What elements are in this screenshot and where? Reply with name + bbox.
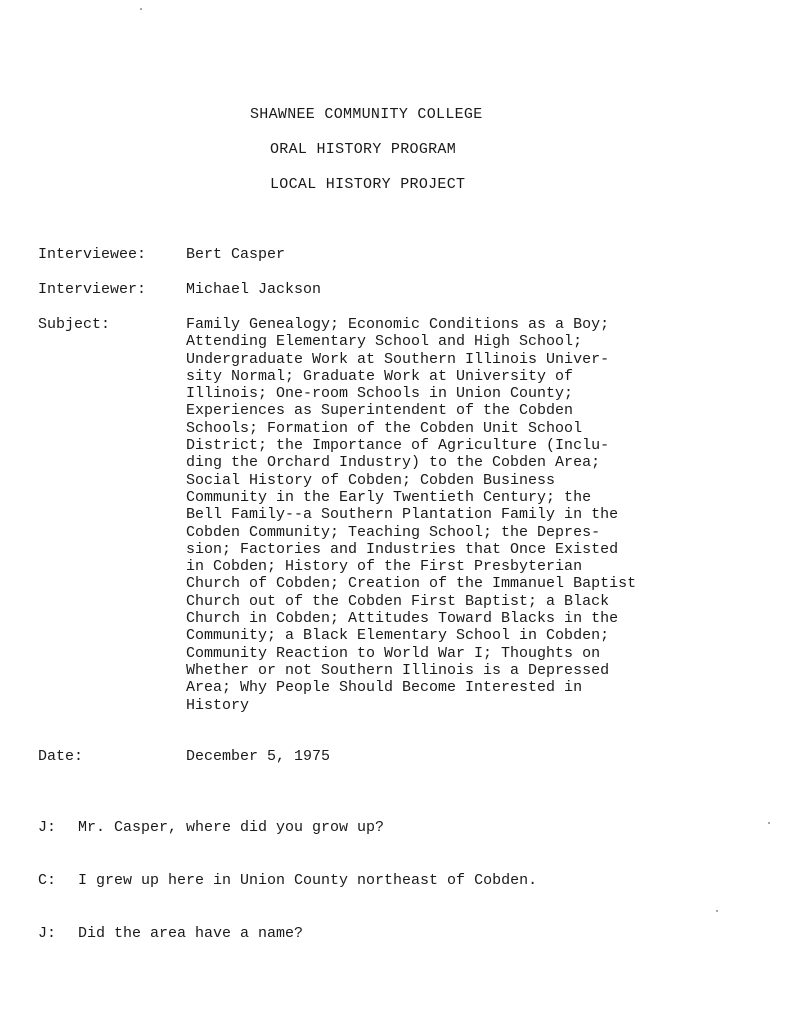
subject-line: sity Normal; Graduate Work at University of [186,367,574,385]
subject-line: Community Reaction to World War I; Thoughts on [186,644,601,662]
interviewee-label: Interviewee: [38,246,147,263]
interviewer-label: Interviewer: [38,281,147,298]
subject-line: Community in the Early Twentieth Century; the [186,488,592,506]
transcript-line: Mr. Casper, where did you grow up? [78,819,385,836]
transcript-line: Did the area have a name? [78,925,304,942]
scan-speck [768,822,770,824]
subject-line: Schools; Formation of the Cobden Unit School [186,419,583,437]
subject-line: sion; Factories and Industries that Once Existed [186,540,619,558]
subject-line: Whether or not Southern Illinois is a Depressed [186,661,610,679]
subject-line: ding the Orchard Industry) to the Cobden Area; [186,454,601,472]
interviewee-name: Bert Casper [186,246,286,263]
subject-line: District; the Importance of Agriculture (Inclu- [186,437,610,455]
program-heading: ORAL HISTORY PROGRAM [270,141,457,158]
subject-line: Experiences as Superintendent of the Cobden [186,402,574,420]
subject-line: Church of Cobden; Creation of the Immanuel Baptist [186,575,637,593]
subject-line: Illinois; One-room Schools in Union County; [186,385,574,403]
interview-date: December 5, 1975 [186,748,331,765]
subject-line: Area; Why People Should Become Interested in [186,679,583,697]
transcript-speaker: C: [38,872,57,889]
subject-line: Social History of Cobden; Cobden Business [186,471,556,489]
subject-line: Cobden Community; Teaching School; the Depres- [186,523,601,541]
subject-line: Undergraduate Work at Southern Illinois Univer- [186,350,610,368]
subject-line: Church in Cobden; Attitudes Toward Blacks in the [186,610,619,628]
transcript-line: I grew up here in Union County northeast of Cobden. [78,872,538,889]
institution-heading: SHAWNEE COMMUNITY COLLEGE [250,106,483,123]
subject-line: Bell Family--a Southern Plantation Family in the [186,506,619,524]
subject-line: Family Genealogy; Economic Conditions as a Boy; [186,316,610,333]
date-label: Date: [38,748,84,765]
transcript-speaker: J: [38,925,57,942]
project-heading: LOCAL HISTORY PROJECT [270,176,466,193]
scan-speck [140,8,142,10]
subject-line: Attending Elementary School and High School; [186,333,583,351]
subject-line: Church out of the Cobden First Baptist; a Black [186,592,610,610]
scan-speck [716,910,718,912]
transcript-speaker: J: [38,819,57,836]
subject-line: in Cobden; History of the First Presbyterian [186,558,583,576]
interviewer-name: Michael Jackson [186,281,322,298]
subject-text [186,316,636,714]
subject-line: Community; a Black Elementary School in Cobden; [186,627,610,645]
subject-label: Subject: [38,316,111,333]
subject-line: History [186,696,250,714]
